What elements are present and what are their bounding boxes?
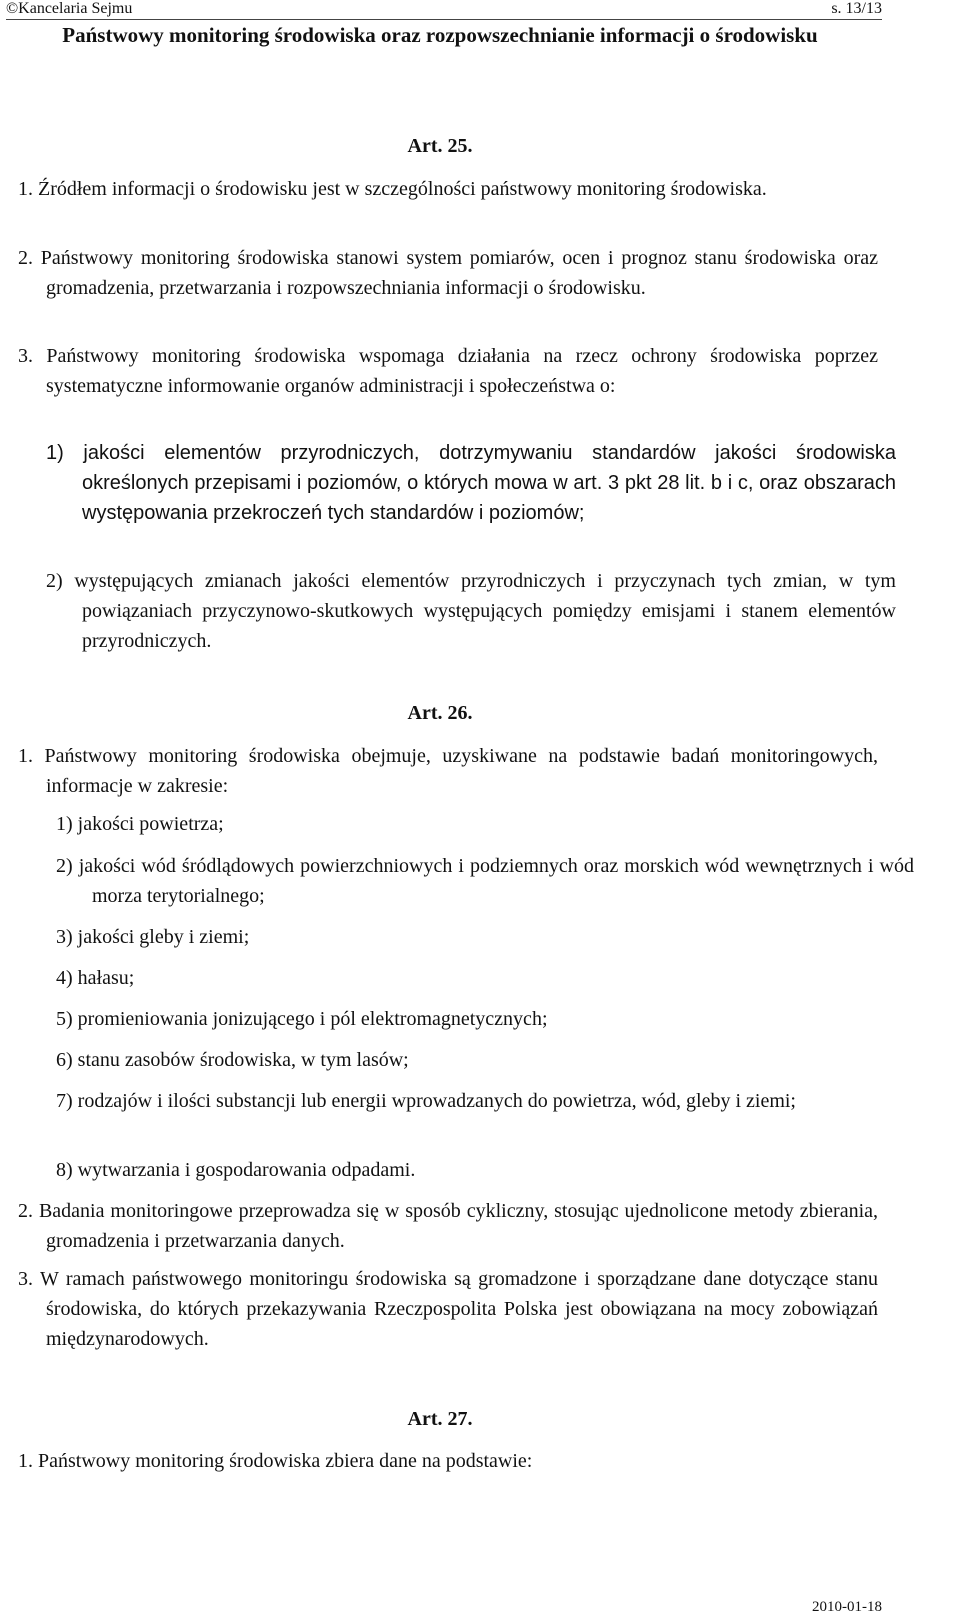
page-header [6,0,882,20]
art-25-para-2: 2. Państwowy monitoring środowiska stanowi system pomiarów, ocen i prognoz stanu środowiska oraz gromadzenia, przetwarzania i rozpowszechniania informacji o środowisku. [18,247,878,299]
art-27-heading: Art. 27. [407,1408,473,1430]
art-26-item-1: 1) jakości powietrza; [56,813,224,835]
header-copyright: ©Kancelaria Sejmu [6,0,133,17]
art-26-item-3: 3) jakości gleby i ziemi; [56,926,250,948]
art-26-item-2: 2) jakości wód śródlądowych powierzchniowych i podziemnych oraz morskich wód wewnętrznych i wód morza terytorialnego; [56,855,914,907]
art-26-item-5: 5) promieniowania jonizującego i pól elektromagnetycznych; [56,1008,548,1030]
art-25-para-3-item-1: 1) jakości elementów przyrodniczych, dotrzymywaniu standardów jakości środowiska określonych przepisami i poziomów, o których mowa w art. 3 pkt 28 lit. b i c, oraz obszarach występowania przekroczeń tych standardów i poziomów; [46,442,896,524]
footer-date: 2010-01-18 [812,1599,882,1615]
art-25-para-3: 3. Państwowy monitoring środowiska wspomaga działania na rzecz ochrony środowiska poprzez systematyczne informowanie organów administracji i społeczeństwa o: [18,345,878,397]
art-25-para-3-item-2: 2) występujących zmianach jakości elementów przyrodniczych i przyczynach tych zmian, w tym powiązaniach przyczynowo-skutkowych występujących pomiędzy emisjami i stanem elementów przyrodniczych. [46,570,896,652]
header-page-number: s. 13/13 [831,0,882,17]
art-26-para-1: 1. Państwowy monitoring środowiska obejmuje, uzyskiwane na podstawie badań monitoringowych, informacje w zakresie: [18,745,878,797]
art-26-item-8: 8) wytwarzania i gospodarowania odpadami. [56,1159,416,1181]
art-27-para-1: 1. Państwowy monitoring środowiska zbiera dane na podstawie: [18,1450,533,1472]
art-26-para-2: 2. Badania monitoringowe przeprowadza się w sposób cykliczny, stosując ujednolicone metody zbierania, gromadzenia i przetwarzania danych. [18,1200,878,1252]
art-26-item-7: 7) rodzajów i ilości substancji lub energii wprowadzanych do powietrza, wód, gleby i ziemi; [56,1090,796,1112]
art-26-item-4: 4) hałasu; [56,967,135,989]
art-26-heading: Art. 26. [407,702,473,724]
art-26-para-3: 3. W ramach państwowego monitoringu środowiska są gromadzone i sporządzane dane dotyczące stanu środowiska, do których przekazywania Rzeczpospolita Polska jest obowiązana na mocy zobowiązań międzynarodowych. [18,1268,878,1350]
art-25-para-1: 1. Źródłem informacji o środowisku jest w szczególności państwowy monitoring środowiska. [18,178,767,200]
chapter-title: Państwowy monitoring środowiska oraz rozpowszechnianie informacji o środowisku [62,23,818,47]
art-25-heading: Art. 25. [407,135,473,157]
art-26-item-6: 6) stanu zasobów środowiska, w tym lasów; [56,1049,409,1071]
